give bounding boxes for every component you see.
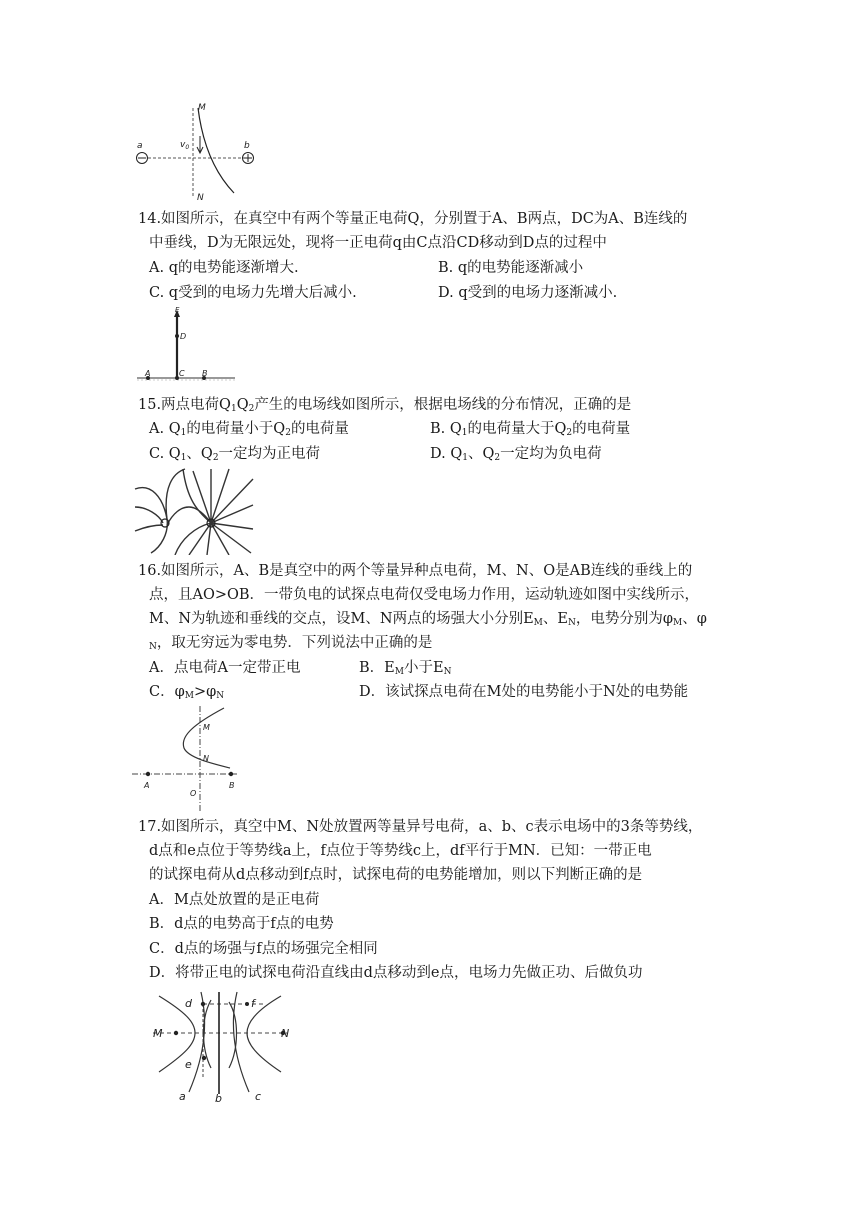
q17-stem-line2: d点和e点位于等势线a上，f点位于等势线c上，df平行于MN．已知：一带正电 — [149, 843, 652, 859]
q15-option-d: D. $Q_1$、$Q_2$一定均为负电荷 — [430, 446, 602, 463]
label-A: A — [144, 781, 150, 790]
figure-q15 — [133, 467, 255, 555]
q15-option-b: B. $Q_1$的电荷量大于$Q_2$的电荷量 — [430, 421, 631, 438]
q16-stem-line2: 点，且AO>OB．一带负电的试探点电荷仅受电场力作用，运动轨迹如图中实线所示， — [149, 587, 700, 603]
label-b: b — [215, 1092, 222, 1103]
q17-option-a: A．M点处放置的是正电荷 — [149, 892, 320, 908]
label-d: d — [185, 997, 192, 1010]
q17-stem-line1: 17.如图所示，真空中M、N处放置两等量异号电荷，a、b、c表示电场中的3条等势线， — [138, 819, 703, 835]
figure-q13 — [128, 100, 268, 205]
label-c: c — [255, 1090, 262, 1103]
label-A: A — [145, 369, 151, 378]
label-B: B — [202, 369, 208, 378]
label-b: b — [244, 141, 250, 151]
label-D: D — [180, 332, 187, 341]
figure-q14 — [133, 306, 238, 388]
q17-option-c: C．d点的场强与f点的场强完全相同 — [149, 941, 378, 957]
label-N: N — [197, 193, 204, 203]
label-B: B — [229, 781, 235, 790]
label-M: M — [203, 723, 210, 732]
q14-option-c: C. q受到的电场力先增大后减小. — [149, 285, 357, 301]
label-E: E — [175, 306, 180, 314]
q17-option-b: B．d点的电势高于f点的电势 — [149, 916, 334, 932]
q14-option-b: B. q的电势能逐渐减小 — [438, 260, 584, 276]
label-C: C — [179, 369, 185, 378]
label-v0: $v_0$ — [180, 140, 190, 151]
q15-stem: 15.两点电荷$Q_1Q_2$产生的电场线如图所示，根据电场线的分布情况，正确的是 — [138, 397, 632, 414]
q15-option-a: A. $Q_1$的电荷量小于$Q_2$的电荷量 — [149, 421, 349, 438]
label-f: f — [251, 997, 255, 1010]
q17-option-d: D．将带正电的试探电荷沿直线由d点移动到e点，电场力先做正功、后做负功 — [149, 965, 643, 981]
figure-q17 — [145, 988, 295, 1103]
q16-stem-line1: 16.如图所示，A、B是真空中的两个等量异种点电荷，M、N、O是AB连线的垂线上的 — [138, 563, 693, 579]
label-e: e — [185, 1058, 192, 1071]
q16-stem-line3: M、N为轨迹和垂线的交点，设M、N两点的场强大小分别$E_M$、$E_N$，电势分别为$\varphi_M$、φ — [149, 611, 707, 628]
label-N: N — [281, 1027, 290, 1040]
label-M: M — [153, 1027, 163, 1040]
q14-option-a: A. q的电势能逐渐增大. — [149, 260, 299, 276]
q15-option-c: C. $Q_1$、$Q_2$一定均为正电荷 — [149, 446, 321, 463]
q16-option-a: A．点电荷A一定带正电 — [149, 660, 301, 676]
q16-stem-line4: $_N$，取无穷远为零电势．下列说法中正确的是 — [149, 635, 433, 652]
q16-option-d: D．该试探点电荷在M处的电势能小于N处的电势能 — [359, 684, 689, 700]
label-a: a — [137, 141, 143, 151]
label-N: N — [203, 754, 209, 763]
q14-option-d: D. q受到的电场力逐渐减小. — [438, 285, 618, 301]
q16-option-c: C．$\varphi_M>\varphi_N$ — [149, 684, 225, 701]
figure-q16 — [128, 704, 243, 814]
label-O: O — [190, 789, 197, 798]
q16-option-b: B．$E_M$小于$E_N$ — [359, 660, 452, 677]
q14-stem-line2: 中垂线，D为无限远处，现将一正电荷q由C点沿CD移动到D点的过程中 — [149, 235, 607, 251]
q17-stem-line3: 的试探电荷从d点移动到f点时，试探电荷的电势能增加，则以下判断正确的是 — [149, 867, 643, 883]
label-M: M — [198, 103, 206, 113]
label-a: a — [179, 1090, 186, 1103]
q14-stem-line1: 14.如图所示，在真空中有两个等量正电荷Q，分别置于A、B两点，DC为A、B连线的 — [138, 211, 688, 227]
